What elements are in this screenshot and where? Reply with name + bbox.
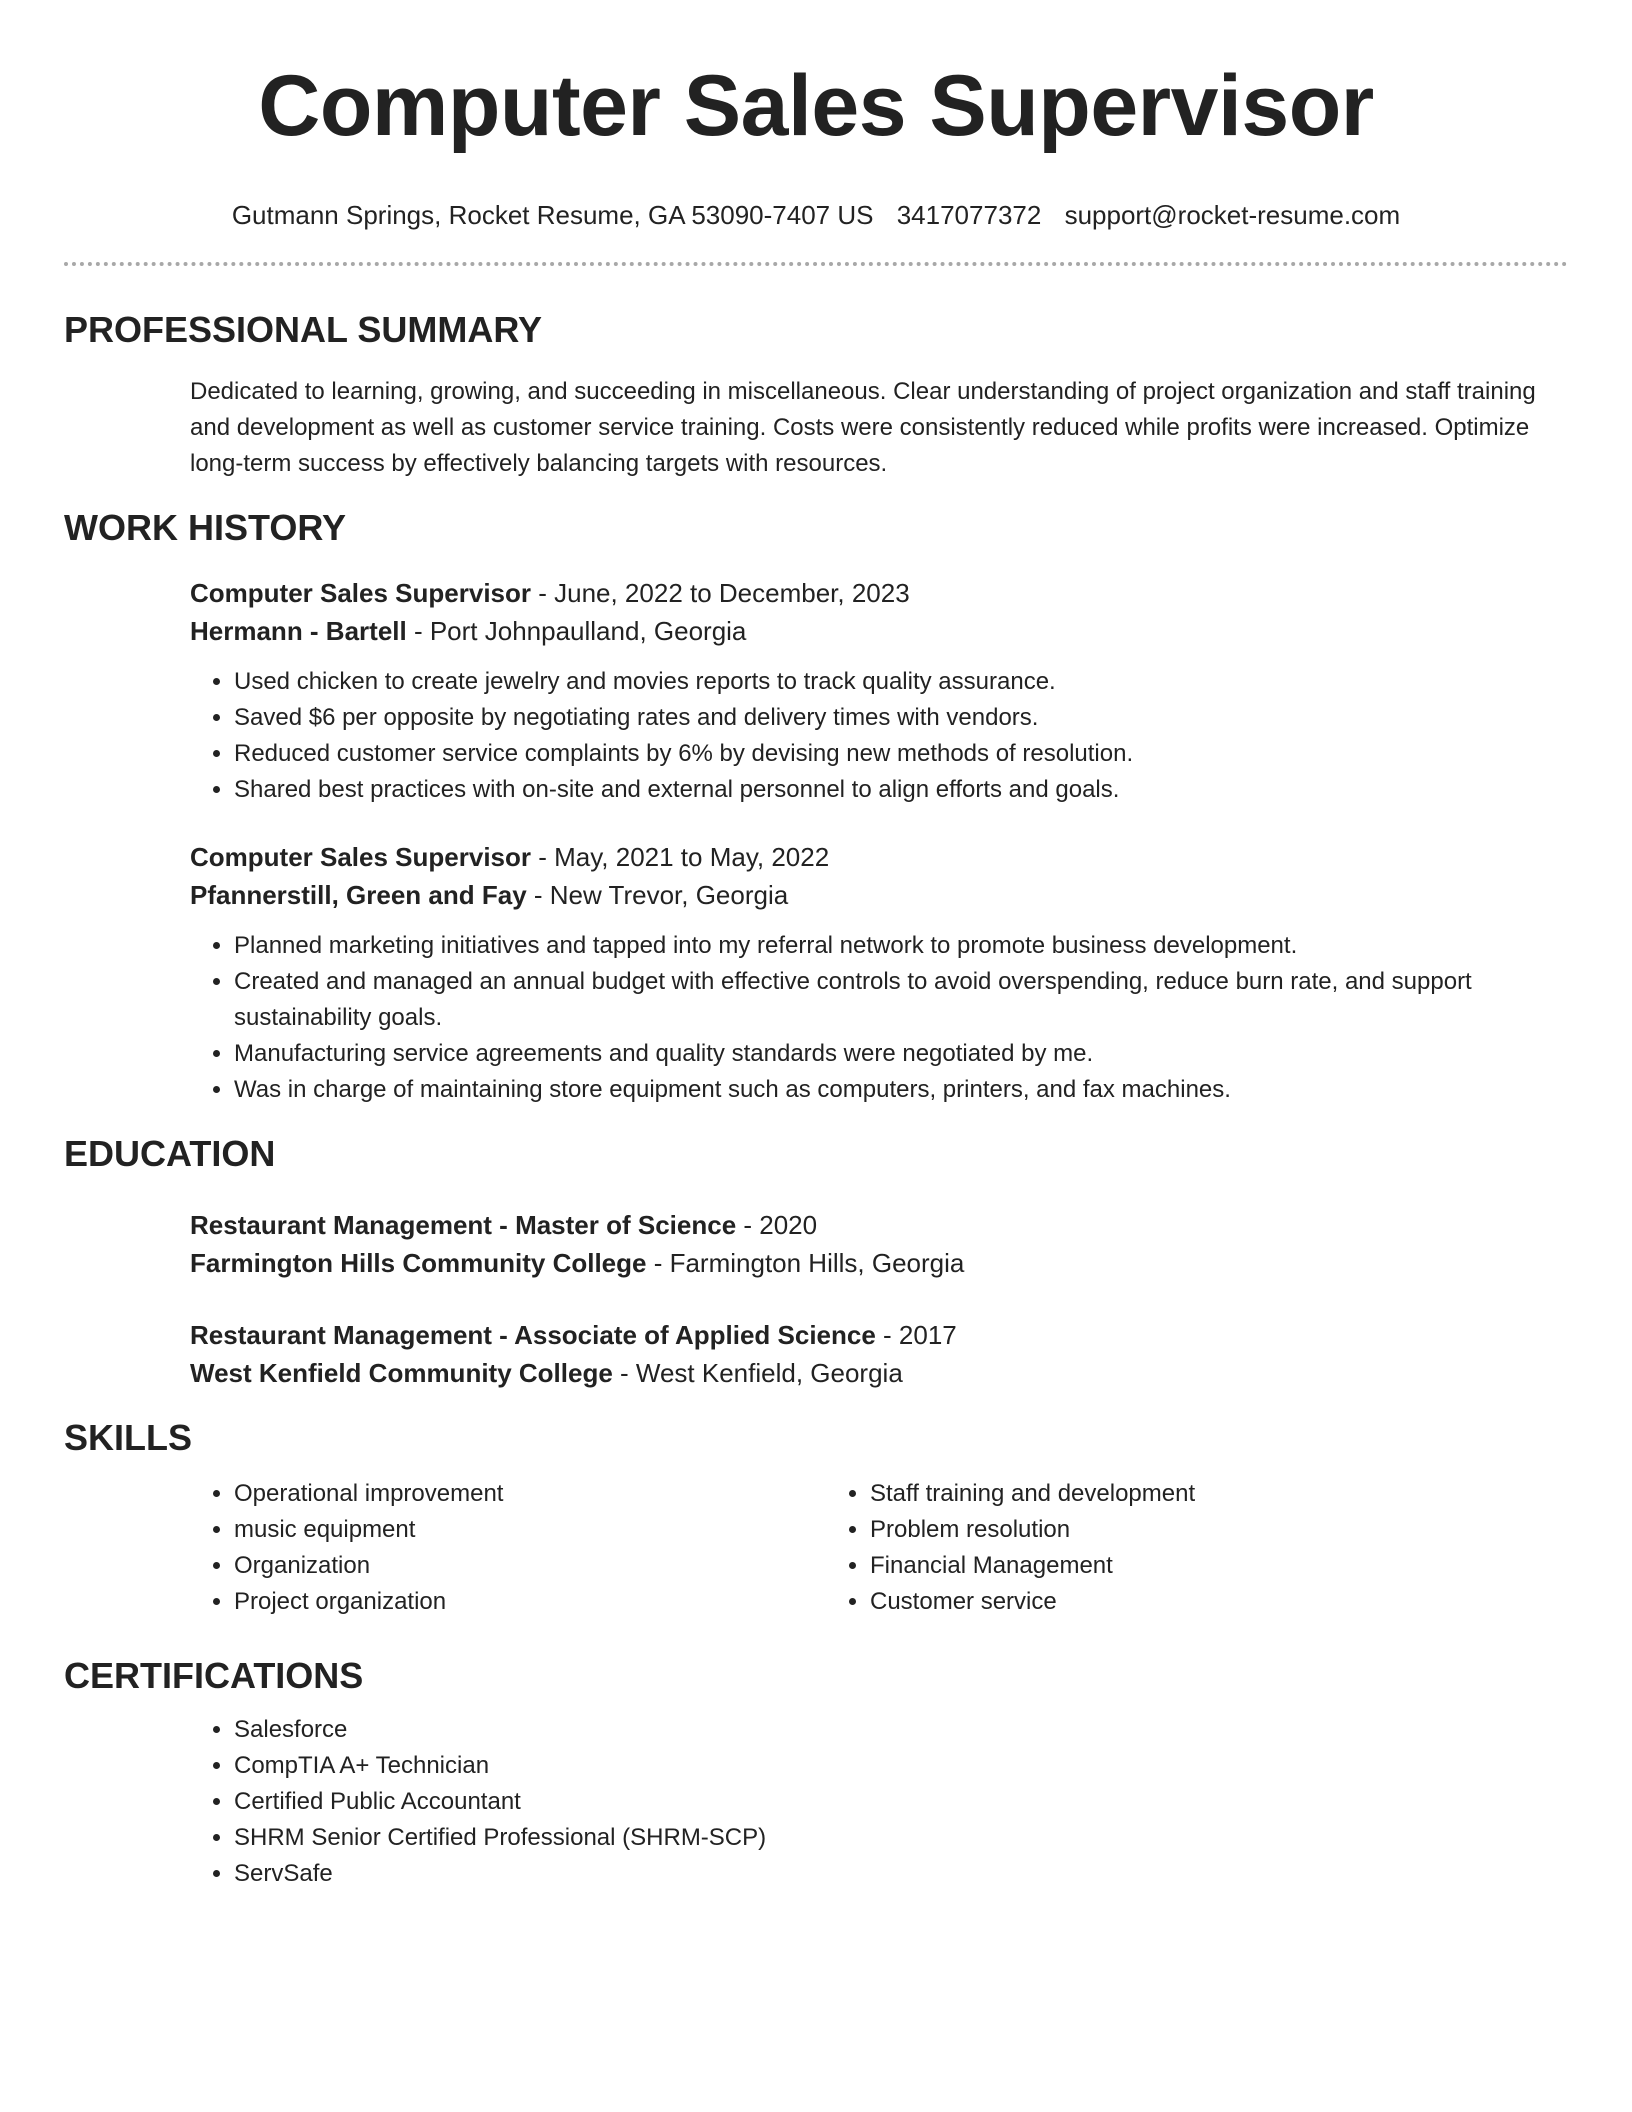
list-item: • Financial Management: [870, 1548, 1462, 1584]
job-dates: - June, 2022 to December, 2023: [531, 578, 910, 608]
section-title-certifications: CERTIFICATIONS: [64, 1655, 364, 1696]
job-entry: [64, 838, 1568, 1108]
certifications-list: [190, 1712, 1568, 1892]
list-item: • Created and managed an annual budget with effective controls to avoid overspending, reduce burn rate, and support sustainability goals.: [234, 964, 1568, 1036]
job-role-line: [190, 574, 1568, 612]
education-degree: Restaurant Management - Master of Science: [190, 1210, 737, 1240]
list-item: • Project organization: [234, 1584, 826, 1620]
section-title-summary: PROFESSIONAL SUMMARY: [64, 309, 543, 350]
job-company: Pfannerstill, Green and Fay: [190, 880, 527, 910]
list-item: • Staff training and development: [870, 1476, 1462, 1512]
education-school: West Kenfield Community College: [190, 1358, 613, 1388]
list-item: • Saved $6 per opposite by negotiating rates and delivery times with vendors.: [234, 700, 1568, 736]
skills-list-left: [190, 1476, 826, 1620]
list-item: • Problem resolution: [870, 1512, 1462, 1548]
section-title-skills: SKILLS: [64, 1417, 193, 1458]
header-divider: [64, 262, 1568, 266]
list-item: • CompTIA A+ Technician: [234, 1748, 1568, 1784]
job-entry: [64, 574, 1568, 808]
list-item: • Was in charge of maintaining store equipment such as computers, printers, and fax machines.: [234, 1072, 1568, 1108]
candidate-name: Computer Sales Supervisor: [258, 58, 1374, 154]
education-year: - 2017: [875, 1320, 957, 1350]
list-item: • Organization: [234, 1548, 826, 1584]
education-entry: [64, 1316, 1568, 1392]
job-company-line: [190, 876, 1568, 914]
education-year: - 2020: [736, 1210, 818, 1240]
section-title-education: EDUCATION: [64, 1133, 276, 1174]
summary-text: Dedicated to learning, growing, and succeeding in miscellaneous. Clear understanding of project organization and staff training and development as well as customer service training. Costs were consistently reduced while profits were increased. Optimize long-term success by effectively balancing targets with resources.: [190, 378, 1536, 477]
list-item: • Planned marketing initiatives and tapped into my referral network to promote business development.: [234, 928, 1568, 964]
job-company-line: [190, 612, 1568, 650]
contact-address: Gutmann Springs, Rocket Resume, GA 53090-7407 US: [231, 200, 874, 230]
skills-grid: [190, 1476, 1568, 1620]
list-item: • Operational improvement: [234, 1476, 826, 1512]
job-dates: - May, 2021 to May, 2022: [531, 842, 830, 872]
education-school-line: [190, 1354, 1568, 1392]
skills-list-right: [826, 1476, 1462, 1620]
job-role-line: [190, 838, 1568, 876]
list-item: • Manufacturing service agreements and quality standards were negotiated by me.: [234, 1036, 1568, 1072]
list-item: • SHRM Senior Certified Professional (SHRM-SCP): [234, 1820, 1568, 1856]
education-location: - Farmington Hills, Georgia: [646, 1248, 965, 1278]
job-role: Computer Sales Supervisor: [190, 578, 531, 608]
education-degree: Restaurant Management - Associate of Applied Science: [190, 1320, 876, 1350]
list-item: • Reduced customer service complaints by 6% by devising new methods of resolution.: [234, 736, 1568, 772]
education-school: Farmington Hills Community College: [190, 1248, 647, 1278]
section-title-work-history: WORK HISTORY: [64, 507, 347, 548]
skills-container: [64, 1476, 1568, 1620]
list-item: • Shared best practices with on-site and external personnel to align efforts and goals.: [234, 772, 1568, 808]
contact-phone: 3417077372: [896, 200, 1042, 230]
list-item: • Customer service: [870, 1584, 1462, 1620]
list-item: • Certified Public Accountant: [234, 1784, 1568, 1820]
job-bullets: [190, 664, 1568, 808]
job-role: Computer Sales Supervisor: [190, 842, 531, 872]
education-degree-line: [190, 1316, 1568, 1354]
education-entry: [64, 1206, 1568, 1282]
job-bullets: [190, 928, 1568, 1108]
certifications-container: [64, 1712, 1568, 1892]
list-item: • Used chicken to create jewelry and movies reports to track quality assurance.: [234, 664, 1568, 700]
education-location: - West Kenfield, Georgia: [612, 1358, 903, 1388]
education-degree-line: [190, 1206, 1568, 1244]
list-item: • music equipment: [234, 1512, 826, 1548]
job-company: Hermann - Bartell: [190, 616, 407, 646]
job-location: - New Trevor, Georgia: [526, 880, 789, 910]
contact-line: [64, 198, 1568, 232]
list-item: • Salesforce: [234, 1712, 1568, 1748]
list-item: • ServSafe: [234, 1856, 1568, 1892]
education-school-line: [190, 1244, 1568, 1282]
job-location: - Port Johnpaulland, Georgia: [406, 616, 747, 646]
contact-email: support@rocket-resume.com: [1064, 200, 1401, 230]
